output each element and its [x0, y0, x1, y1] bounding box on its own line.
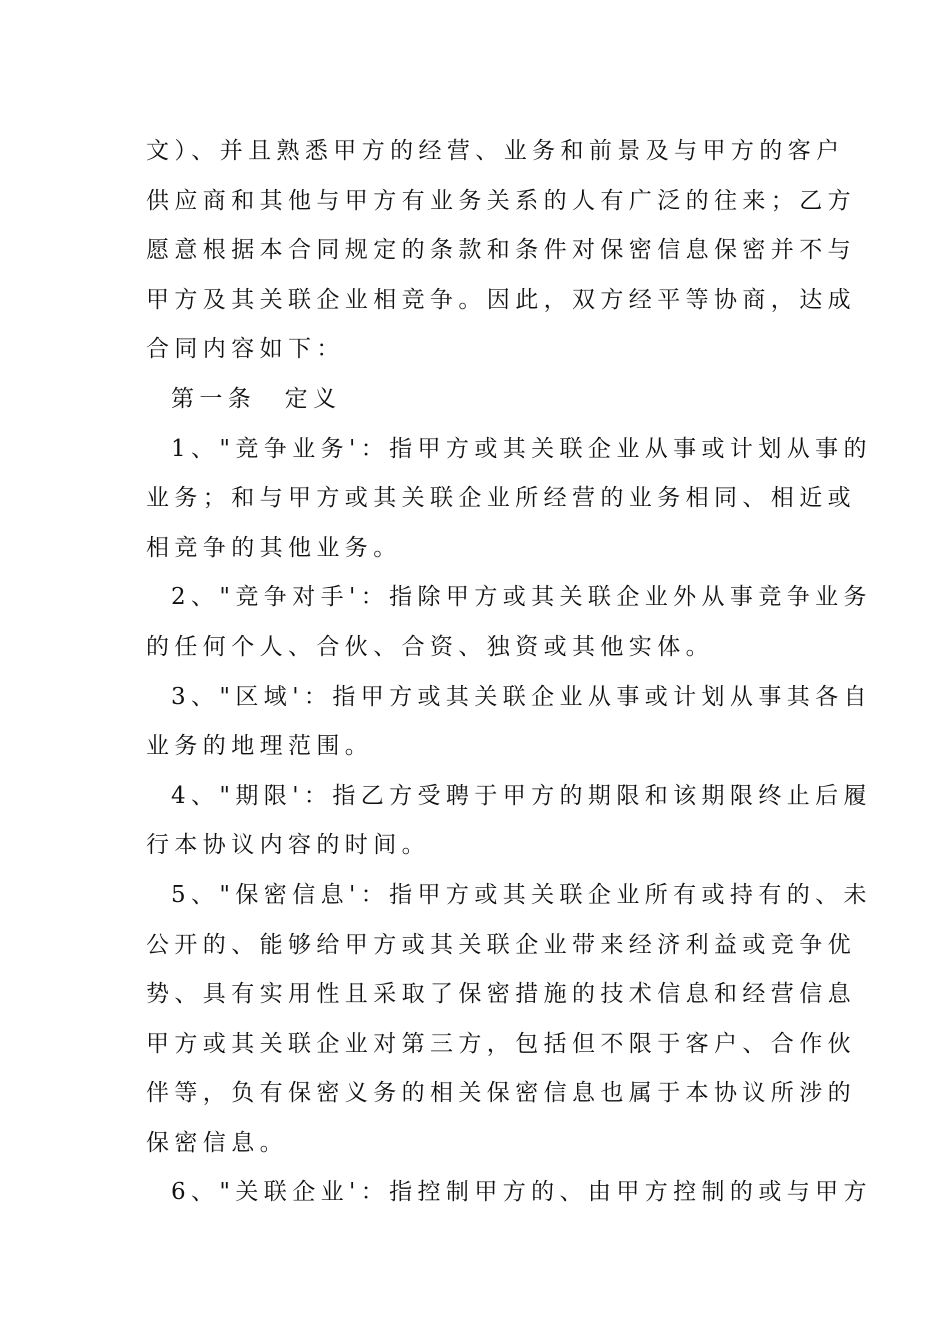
- text-line: 行本协议内容的时间。: [146, 832, 430, 859]
- definition-item-5: 5、"保密信息'：指甲方或其关联企业所有或持有的、未: [171, 881, 872, 908]
- text-line: 业务的地理范围。: [146, 733, 374, 760]
- text-line: 供应商和其他与甲方有业务关系的人有广泛的往来；乙方: [146, 187, 856, 214]
- definition-item-2: 2、"竞争对手'：指除甲方或其关联企业外从事竞争业务: [171, 584, 872, 611]
- text-line: 势、具有实用性且采取了保密措施的技术信息和经营信息: [146, 981, 856, 1008]
- text-line: 愿意根据本合同规定的条款和条件对保密信息保密并不与: [146, 237, 856, 264]
- text-line: 业务；和与甲方或其关联企业所经营的业务相同、相近或: [146, 485, 856, 512]
- text-line: 合同内容如下：: [146, 336, 345, 363]
- definition-item-4: 4、"期限'：指乙方受聘于甲方的期限和该期限终止后履: [171, 782, 872, 809]
- text-line: 甲方或其关联企业对第三方，包括但不限于客户、合作伙: [146, 1030, 856, 1057]
- text-line: 的任何个人、合伙、合资、独资或其他实体。: [146, 633, 714, 660]
- text-line: 伴等，负有保密义务的相关保密信息也属于本协议所涉的: [146, 1080, 856, 1107]
- text-line: 文）、并且熟悉甲方的经营、业务和前景及与甲方的客户: [146, 138, 845, 164]
- document-body: [146, 127, 872, 1218]
- article-heading: 第一条 定义: [171, 385, 342, 412]
- definition-item-1: 1、"竞争业务'：指甲方或其关联企业从事或计划从事的: [171, 435, 872, 462]
- text-line: 保密信息。: [146, 1129, 288, 1156]
- text-line: 相竞争的其他业务。: [146, 534, 402, 561]
- text-line: 公开的、能够给甲方或其关联企业带来经济利益或竞争优: [146, 931, 856, 958]
- text-line: 甲方及其关联企业相竞争。因此，双方经平等协商，达成: [146, 286, 856, 313]
- definition-item-6: 6、"关联企业'：指控制甲方的、由甲方控制的或与甲方: [171, 1179, 872, 1206]
- definition-item-3: 3、"区域'：指甲方或其关联企业从事或计划从事其各自: [171, 683, 872, 710]
